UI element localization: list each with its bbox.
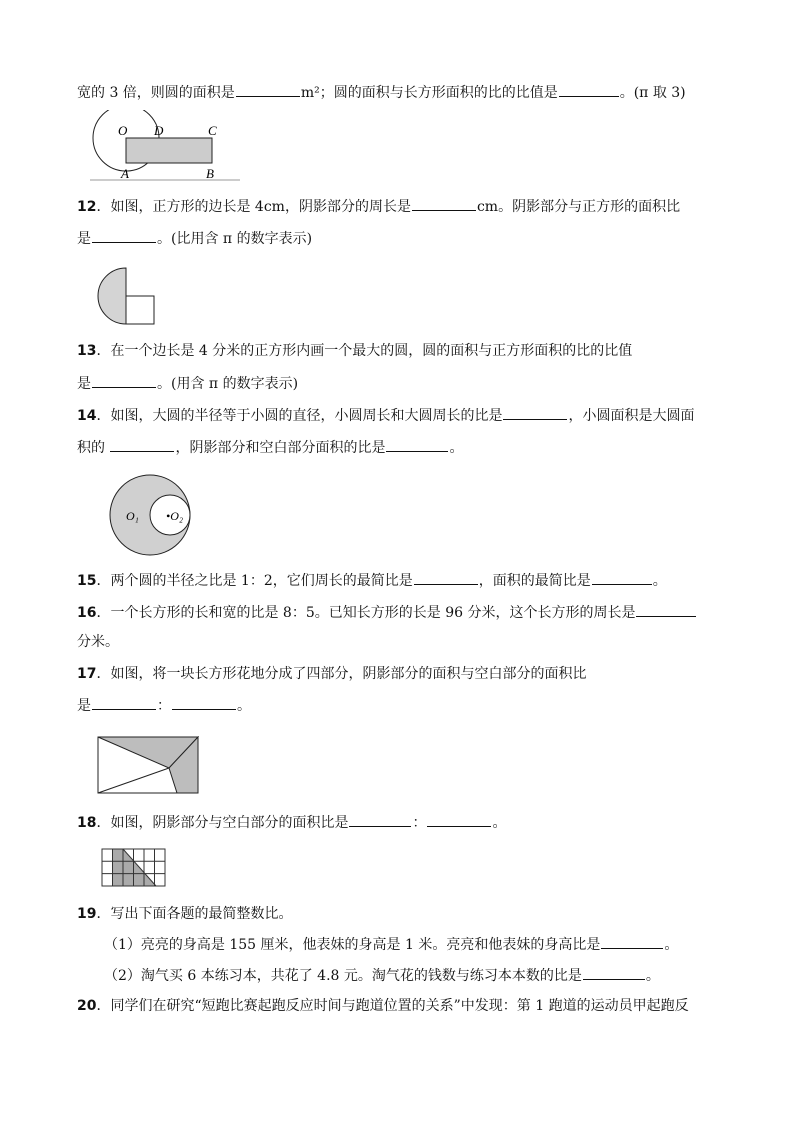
q14-text-e: 。: [449, 440, 464, 456]
q12-text-b: cm。阴影部分与正方形的面积比: [476, 199, 681, 215]
q17-number: 17: [77, 666, 97, 682]
q12-text-d: 。(比用含 π 的数字表示): [157, 231, 313, 247]
q20-number: 20: [77, 998, 97, 1014]
q15-perimeter-blank[interactable]: [414, 570, 478, 585]
label-a: A: [121, 166, 129, 181]
q15-area-blank[interactable]: [592, 570, 652, 585]
q12-figure: [96, 266, 158, 328]
q19-sub1-end: 。: [664, 937, 679, 953]
q17-blank-area-blank[interactable]: [172, 695, 236, 710]
q15-line: [77, 570, 667, 591]
q19-title: ．写出下面各题的最简整数比。: [96, 906, 293, 922]
q20-text: ．同学们在研究“短跑比赛起跑反应时间与跑道位置的关系”中发现：第 1 跑道的运动员甲起跑反: [96, 998, 689, 1014]
q16-perimeter-blank[interactable]: [636, 602, 696, 617]
q17-figure: [97, 736, 199, 794]
q14-text-d: ，阴影部分和空白部分面积的比是: [175, 440, 386, 456]
q19-sub1-text: （1）亮亮的身高是 155 厘米，他表妹的身高是 1 米。亮亮和他表妹的身高比是: [104, 937, 601, 953]
q12-line-2: [77, 228, 312, 249]
q14-line-1: [77, 405, 694, 426]
q17-line-2: [77, 695, 251, 716]
q14-figure: [108, 473, 192, 557]
q11-figure: [90, 110, 240, 186]
q12-perimeter-blank[interactable]: [412, 196, 476, 211]
q14-text-b: ，小圆面积是大圆面: [568, 408, 695, 424]
q14-text-c: 积的: [77, 440, 105, 456]
q16-line-1: [77, 602, 697, 623]
q19-sub2-end: 。: [645, 968, 660, 984]
q18-text-b: 。: [492, 815, 507, 831]
q13-line-2: [77, 373, 298, 394]
q17-colon: ：: [157, 698, 171, 714]
q19-sub1-blank[interactable]: [601, 934, 663, 949]
q15-number: 15: [77, 573, 97, 589]
q16-number: 16: [77, 605, 97, 621]
q12-number: 12: [77, 199, 97, 215]
q15-text-a: ．两个圆的半径之比是 1：2，它们周长的最简比是: [96, 573, 413, 589]
q14-shade-ratio-blank[interactable]: [386, 437, 448, 452]
q11-area-blank[interactable]: [236, 82, 300, 97]
label-o2: •O₂: [166, 509, 184, 523]
label-o1: O₁: [126, 509, 139, 523]
q13-line-1: [77, 341, 632, 361]
q18-text-a: ．如图，阴影部分与空白部分的面积比是: [96, 815, 349, 831]
q18-colon: ：: [412, 815, 427, 831]
q14-circumference-blank[interactable]: [503, 405, 567, 420]
label-d: D: [154, 123, 164, 138]
q18-blank-area-blank[interactable]: [427, 812, 491, 827]
q11-text-line: [77, 82, 686, 103]
q12-line-1: [77, 196, 680, 217]
q12-text-c: 是: [77, 231, 91, 247]
q12-ratio-blank[interactable]: [92, 228, 156, 243]
q17-shaded-blank[interactable]: [92, 695, 156, 710]
q14-number: 14: [77, 408, 97, 424]
q18-line: [77, 812, 506, 833]
q13-text-c: 。(用含 π 的数字表示): [157, 376, 299, 392]
q16-text-a: ．一个长方形的长和宽的比是 8：5。已知长方形的长是 96 分米，这个长方形的周长是: [96, 605, 636, 621]
label-o: O: [118, 123, 128, 138]
q11-text-c: 。(π 取 3): [619, 85, 686, 101]
q18-shaded-blank[interactable]: [349, 812, 411, 827]
q20-line: [77, 996, 689, 1016]
q13-text-b: 是: [77, 376, 91, 392]
q16-text-b: 分米。: [77, 634, 119, 650]
q14-text-a: ．如图，大圆的半径等于小圆的直径，小圆周长和大圆周长的比是: [96, 408, 503, 424]
q16-line-2: [77, 632, 119, 652]
q14-area-blank[interactable]: [110, 437, 174, 452]
label-b: B: [206, 166, 214, 181]
q11-text-a: 宽的 3 倍，则圆的面积是: [77, 85, 235, 101]
q11-ratio-blank[interactable]: [559, 82, 619, 97]
q18-grid-figure: [101, 848, 167, 888]
q13-ratio-blank[interactable]: [92, 373, 156, 388]
q17-line-1: [77, 664, 586, 684]
q11-text-b: m²；圆的面积与长方形面积的比的比值是: [300, 85, 558, 101]
label-c: C: [208, 123, 217, 138]
q14-line-2: [77, 437, 463, 458]
q19-sub2-blank[interactable]: [583, 965, 645, 980]
q12-text-a: ．如图，正方形的边长是 4cm，阴影部分的周长是: [96, 199, 411, 215]
q19-number: 19: [77, 906, 97, 922]
q17-text-b: 是: [77, 698, 91, 714]
q19-title-line: [77, 904, 292, 924]
q13-number: 13: [77, 343, 97, 359]
q13-text-a: ．在一个边长是 4 分米的正方形内画一个最大的圆，圆的面积与正方形面积的比的比值: [96, 343, 633, 359]
q15-text-c: 。: [652, 573, 667, 589]
q19-sub2-line: [104, 965, 660, 986]
q18-number: 18: [77, 815, 97, 831]
q17-text-a: ．如图，将一块长方形花地分成了四部分，阴影部分的面积与空白部分的面积比: [96, 666, 587, 682]
q15-text-b: ，面积的最简比是: [478, 573, 591, 589]
q19-sub2-text: （2）淘气买 6 本练习本，共花了 4.8 元。淘气花的钱数与练习本本数的比是: [104, 968, 582, 984]
q19-sub1-line: [104, 934, 678, 955]
q17-text-c: 。: [237, 698, 251, 714]
